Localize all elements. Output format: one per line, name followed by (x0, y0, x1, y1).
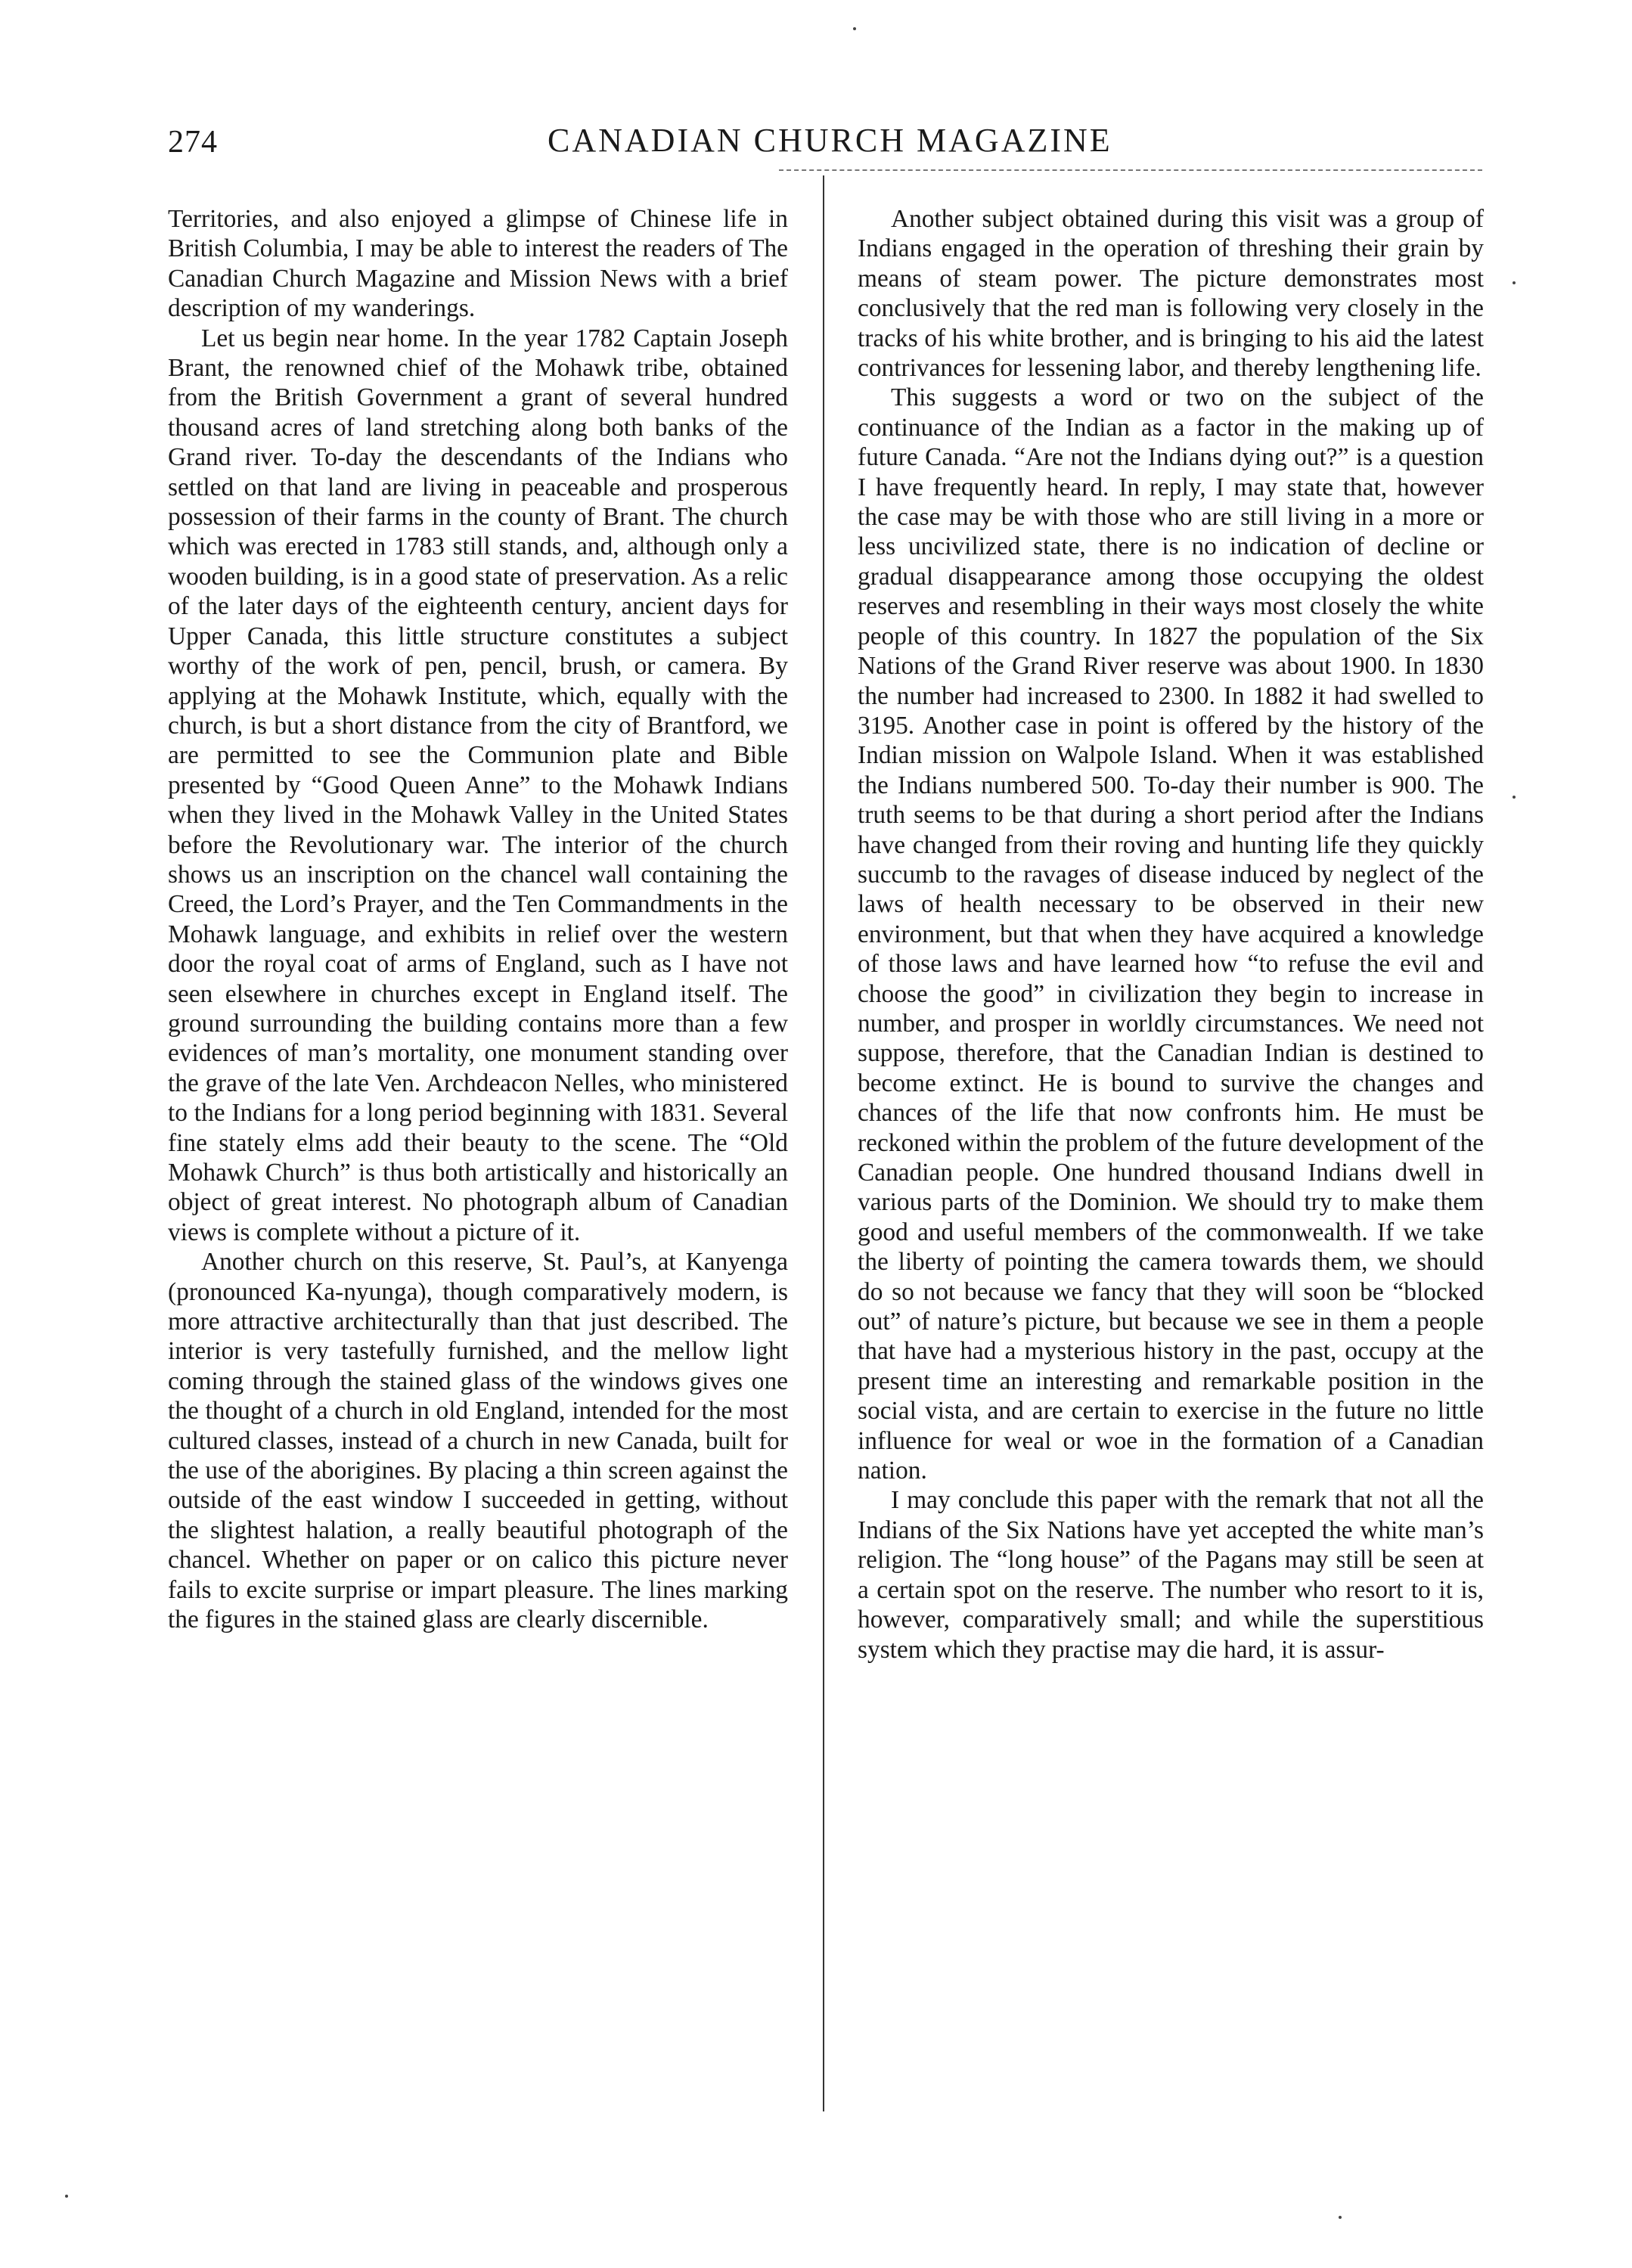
left-paragraph-2: Let us begin near home. In the year 1782 Captain Joseph Brant, the renowned chief of the Mohawk tribe, obtained from the British Government a grant of several hundred thousand acres of land stretching along both banks of the Grand river. To-day the descendants of the Indians who settled on that land are living in peaceable and prosperous possession of their farms in the county of Brant. The church which was erected in 1783 still stands, and, although only a wooden building, is in a good state of preservation. As a relic of the later days of the eighteenth century, ancient days for Upper Canada, this little structure constitutes a subject worthy of the work of pen, pencil, brush, or camera. By applying at the Mohawk Institute, which, equally with the church, is but a short distance from the city of Brantford, we are permitted to see the Communion plate and Bible presented by “Good Queen Anne” to the Mohawk Indians when they lived in the Mohawk Valley in the United States before the Revolutionary war. The interior of the church shows us an inscription on the chancel wall containing the Creed, the Lord’s Prayer, and the Ten Commandments in the Mohawk language, and exhibits in relief over the western door the royal coat of arms of England, such as I have not seen elsewhere in churches except in England itself. The ground surrounding the building contains more than a few evidences of man’s mortality, one monument standing over the grave of the late Ven. Archdeacon Nelles, who ministered to the Indians for a long period beginning with 1831. Several fine stately elms add their beauty to the scene. The “Old Mohawk Church” is thus both artistically and historically an object of great interest. No photograph album of Canadian views is complete without a picture of it. (168, 324, 788, 1246)
header-rule (779, 169, 1482, 171)
print-speck (65, 2195, 68, 2198)
right-paragraph-2: This suggests a word or two on the subject of the continuance of the Indian as a factor in the making up of future Canada. “Are not the Indians dying out?” is a question I have frequently heard. In reply, I may state that, however the case may be with those who are still living in a more or less uncivilized state, there is no indication of decline or gradual disappearance among those occupying the oldest reserves and resembling in their ways most closely the white people of this country. In 1827 the population of the Six Nations of the Grand River reserve was about 1900. In 1830 the number had increased to 2300. In 1882 it had swelled to 3195. Another case in point is offered by the history of the Indian mission on Walpole Island. When it was established the Indians numbered 500. To-day their number is 900. The truth seems to be that during a short period after the Indians have changed from their roving and hunting life they quickly succumb to the ravages of disease induced by neglect of the laws of health necessary to be observed in their new environment, but that when they have acquired a knowledge of those laws and have learned how “to refuse the evil and choose the good” in civilization they begin to increase in number, and prosper in worldly circumstances. We need not suppose, therefore, that the Canadian Indian is destined to become extinct. He is bound to survive the changes and chances of the life that now confronts him. He must be reckoned within the problem of the future development of the Canadian people. One hundred thousand Indians dwell in various parts of the Dominion. We should try to make them good and useful members of the commonwealth. If we take the liberty of pointing the camera towards them, we should do so not because we fancy that they will soon be “blocked out” of nature’s picture, but because we see in them a people that have had a mysterious history in the past, occupy at the present time an interesting and remarkable position in the social vista, and are certain to exercise in the future no little influence for weal or woe in the formation of a Canadian nation. (858, 383, 1484, 1485)
print-speck (853, 27, 856, 30)
print-speck (1513, 281, 1516, 284)
left-column (168, 204, 788, 1635)
left-paragraph-3: Another church on this reserve, St. Paul’s, at Kanyenga (pronounced Ka-nyunga), though comparatively modern, is more attractive architecturally than that just described. The interior is very tastefully furnished, and the mellow light coming through the stained glass of the windows gives one the thought of a church in old England, intended for the most cultured classes, instead of a church in new Canada, built for the use of the aborigines. By placing a thin screen against the outside of the east window I succeeded in getting, without the slightest halation, a really beautiful photograph of the chancel. Whether on paper or on calico this picture never fails to excite surprise or impart pleasure. The lines marking the figures in the stained glass are clearly discernible. (168, 1248, 788, 1634)
print-speck (1513, 796, 1516, 799)
page-number: 274 (168, 125, 218, 160)
page-header (168, 121, 1476, 166)
column-divider (823, 175, 824, 2111)
print-speck (1339, 2216, 1342, 2219)
right-paragraph-3: I may conclude this paper with the remark that not all the Indians of the Six Nations have yet accepted the white man’s religion. The “long house” of the Pagans may still be seen at a certain spot on the reserve. The number who resort to it is, however, comparatively small; and while the superstitious system which they practise may die hard, it is assur- (858, 1486, 1484, 1664)
running-title: CANADIAN CHURCH MAGAZINE (548, 122, 1112, 159)
left-paragraph-1: Territories, and also enjoyed a glimpse of Chinese life in British Columbia, I may be able to interest the readers of The Canadian Church Magazine and Mission News with a brief description of my wanderings. (168, 205, 788, 323)
right-column (858, 204, 1484, 1665)
right-paragraph-1: Another subject obtained during this visit was a group of Indians engaged in the operation of threshing their grain by means of steam power. The picture demonstrates most conclusively that the red man is following very closely in the tracks of his white brother, and is bringing to his aid the latest contrivances for lessening labor, and thereby lengthening life. (858, 205, 1484, 383)
